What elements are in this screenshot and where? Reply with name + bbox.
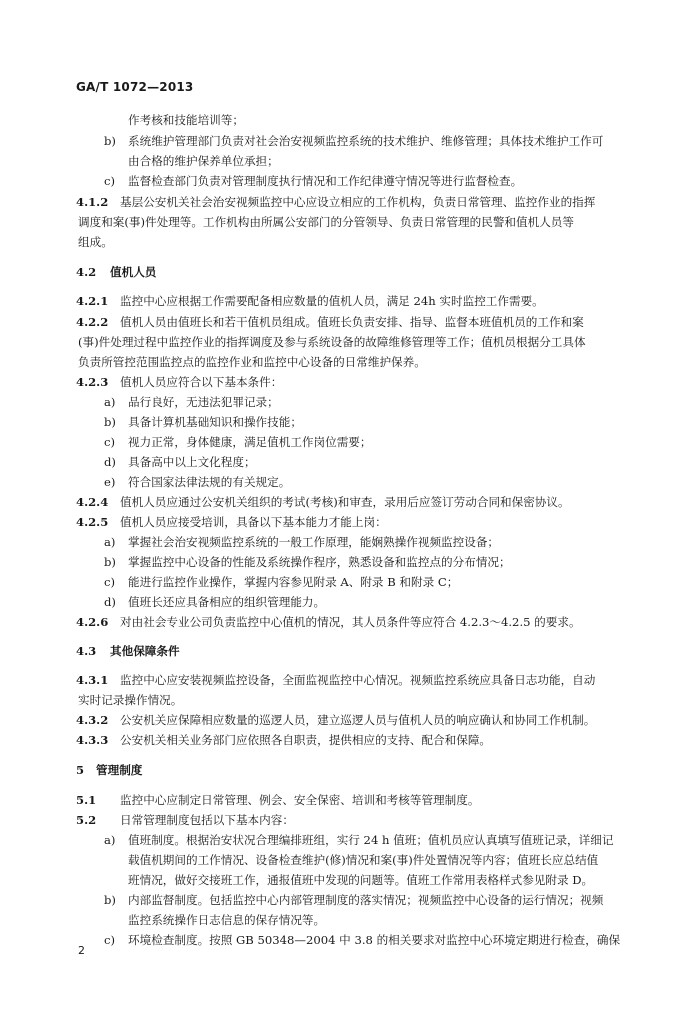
clause-number: 4.2.1 xyxy=(76,294,109,308)
line-text: 视力正常，身体健康，满足值机工作岗位需要； xyxy=(128,435,372,449)
clause-number: 4.2 xyxy=(76,265,97,279)
line-text: 值机人员应符合以下基本条件： xyxy=(120,375,283,389)
text-line xyxy=(0,432,700,452)
text-line xyxy=(0,810,700,830)
text-line xyxy=(0,492,700,512)
text-line xyxy=(0,552,700,572)
line-text: 能进行监控作业操作，掌握内容参见附录 A、附录 B 和附录 C； xyxy=(128,575,459,589)
text-line xyxy=(0,312,700,332)
line-text: 系统维护管理部门负责对社会治安视频监控系统的技术维护、维修管理；具体技术维护工作可 xyxy=(128,134,604,148)
clause-number: 4.2.6 xyxy=(76,615,109,629)
clause-number: 5.1 xyxy=(76,793,97,807)
text-line xyxy=(0,262,700,282)
section-heading: 管理制度 xyxy=(96,763,143,777)
page-number: 2 xyxy=(78,944,85,957)
section-heading: 值机人员 xyxy=(110,265,157,279)
text-line xyxy=(0,332,700,352)
line-text: 掌握社会治安视频监控系统的一般工作原理，能娴熟操作视频监控设备； xyxy=(128,535,500,549)
line-text: 环境检查制度。按照 GB 50348—2004 中 3.8 的相关要求对监控中心环境定期进行检查，确保 xyxy=(128,933,621,947)
text-line xyxy=(0,412,700,432)
line-text: 监控中心应安装视频监控设备，全面监视监控中心情况。视频监控系统应具备日志功能，自动 xyxy=(120,673,596,687)
line-text: 值机人员由值班长和若干值机员组成。值班长负责安排、指导、监督本班值机员的工作和案 xyxy=(120,315,584,329)
list-item-marker: b) xyxy=(104,893,116,907)
line-text: 基层公安机关社会治安视频监控中心应设立相应的工作机构，负责日常管理、监控作业的指挥 xyxy=(120,195,596,209)
text-line xyxy=(0,670,700,690)
text-line xyxy=(0,452,700,472)
line-text: 具备计算机基础知识和操作技能； xyxy=(128,415,302,429)
line-text: 具备高中以上文化程度； xyxy=(128,455,256,469)
text-line xyxy=(0,870,700,890)
line-text: 负责所管控范围监控点的监控作业和监控中心设备的日常维护保养。 xyxy=(78,355,426,369)
line-text: 监控系统操作日志信息的保存情况等。 xyxy=(128,913,326,927)
line-text: 值班制度。根据治安状况合理编排班组，实行 24 h 值班；值机员应认真填写值班记录，详细记 xyxy=(128,833,614,847)
list-item-marker: e) xyxy=(104,475,116,489)
line-text: 值机人员应接受培训，具备以下基本能力才能上岗： xyxy=(120,515,387,529)
line-text: 符合国家法律法规的有关规定。 xyxy=(128,475,291,489)
line-text: 监督检查部门负责对管理制度执行情况和工作纪律遵守情况等进行监督检查。 xyxy=(128,174,523,188)
text-line xyxy=(0,291,700,311)
text-line xyxy=(0,730,700,750)
line-text: 值班长还应具备相应的组织管理能力。 xyxy=(128,595,326,609)
text-line xyxy=(0,592,700,612)
text-line xyxy=(0,192,700,212)
text-line xyxy=(0,171,700,191)
text-line xyxy=(0,392,700,412)
text-line xyxy=(0,352,700,372)
text-line xyxy=(0,930,700,950)
list-item-marker: d) xyxy=(104,595,116,609)
text-line xyxy=(0,151,700,171)
line-text: 公安机关应保障相应数量的巡逻人员，建立巡逻人员与值机人员的响应确认和协同工作机制。 xyxy=(120,713,596,727)
document-code-header: GA/T 1072—2013 xyxy=(76,80,194,94)
text-line xyxy=(0,690,700,710)
line-text: (事)件处理过程中监控作业的指挥调度及参与系统设备的故障维修管理等工作；值机员根据分工具体 xyxy=(78,335,586,349)
list-item-marker: d) xyxy=(104,455,116,469)
text-line xyxy=(0,512,700,532)
line-text: 班情况，做好交接班工作，通报值班中发现的问题等。值班工作常用表格样式参见附录 D。 xyxy=(128,873,594,887)
list-item-marker: c) xyxy=(104,174,116,188)
clause-number: 5 xyxy=(76,763,85,777)
text-line xyxy=(0,790,700,810)
line-text: 监控中心应制定日常管理、例会、安全保密、培训和考核等管理制度。 xyxy=(120,793,480,807)
clause-number: 4.2.3 xyxy=(76,375,109,389)
list-item-marker: c) xyxy=(104,435,116,449)
text-line xyxy=(0,110,700,130)
text-line xyxy=(0,710,700,730)
text-line xyxy=(0,760,700,780)
line-text: 对由社会专业公司负责监控中心值机的情况，其人员条件等应符合 4.2.3～4.2.5 的要求。 xyxy=(120,615,581,629)
list-item-marker: a) xyxy=(104,395,116,409)
line-text: 监控中心应根据工作需要配备相应数量的值机人员，满足 24h 实时监控工作需要。 xyxy=(120,294,544,308)
list-item-marker: a) xyxy=(104,535,116,549)
clause-number: 4.3 xyxy=(76,644,97,658)
list-item-marker: c) xyxy=(104,933,116,947)
line-text: 内部监督制度。包括监控中心内部管理制度的落实情况；视频监控中心设备的运行情况；视频 xyxy=(128,893,604,907)
text-line xyxy=(0,372,700,392)
text-line xyxy=(0,212,700,232)
line-text: 组成。 xyxy=(78,235,113,249)
text-line xyxy=(0,890,700,910)
line-text: 载值机期间的工作情况、设备检查维护(修)情况和案(事)件处置情况等内容；值班长应总结值 xyxy=(128,853,599,867)
clause-number: 4.2.4 xyxy=(76,495,109,509)
line-text: 日常管理制度包括以下基本内容： xyxy=(120,813,294,827)
text-line xyxy=(0,850,700,870)
text-line xyxy=(0,612,700,632)
list-item-marker: a) xyxy=(104,833,116,847)
clause-number: 4.1.2 xyxy=(76,195,109,209)
text-line xyxy=(0,532,700,552)
text-line xyxy=(0,830,700,850)
text-line xyxy=(0,232,700,252)
clause-number: 4.2.2 xyxy=(76,315,109,329)
clause-number: 5.2 xyxy=(76,813,97,827)
text-line xyxy=(0,910,700,930)
list-item-marker: b) xyxy=(104,415,116,429)
section-heading: 其他保障条件 xyxy=(110,644,180,658)
text-line xyxy=(0,572,700,592)
clause-number: 4.2.5 xyxy=(76,515,109,529)
text-line xyxy=(0,641,700,661)
line-text: 作考核和技能培训等； xyxy=(128,113,244,127)
clause-number: 4.3.1 xyxy=(76,673,109,687)
list-item-marker: c) xyxy=(104,575,116,589)
clause-number: 4.3.3 xyxy=(76,733,109,747)
line-text: 值机人员应通过公安机关组织的考试(考核)和审查，录用后应签订劳动合同和保密协议。 xyxy=(120,495,570,509)
list-item-marker: b) xyxy=(104,555,116,569)
line-text: 调度和案(事)件处理等。工作机构由所属公安部门的分管领导、负责日常管理的民警和值机人员等 xyxy=(78,215,574,229)
line-text: 实时记录操作情况。 xyxy=(78,693,183,707)
line-text: 由合格的维护保养单位承担； xyxy=(128,154,279,168)
clause-number: 4.3.2 xyxy=(76,713,109,727)
line-text: 公安机关相关业务部门应依照各自职责，提供相应的支持、配合和保障。 xyxy=(120,733,492,747)
line-text: 掌握监控中心设备的性能及系统操作程序，熟悉设备和监控点的分布情况； xyxy=(128,555,511,569)
text-line xyxy=(0,472,700,492)
line-text: 品行良好，无违法犯罪记录； xyxy=(128,395,279,409)
list-item-marker: b) xyxy=(104,134,116,148)
text-line xyxy=(0,131,700,151)
